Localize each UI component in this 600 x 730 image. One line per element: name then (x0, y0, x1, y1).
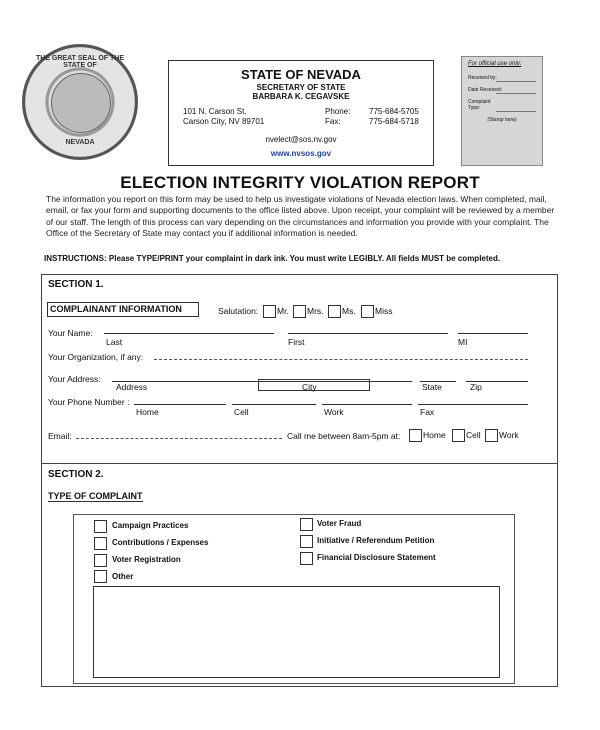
complainant-heading-box (47, 302, 199, 317)
section-2-title: SECTION 2. (48, 469, 104, 480)
other-description-box[interactable] (93, 586, 500, 678)
financial-disclosure-checkbox[interactable] (300, 552, 313, 565)
address-sub-label: Address (116, 382, 148, 392)
other-label: Other (112, 572, 134, 581)
instructions: INSTRUCTIONS: Please TYPE/PRINT your complaint in dark ink. You must write LEGIBLY. All fields MUST be completed. (44, 254, 501, 263)
your-name-label: Your Name: (48, 328, 93, 338)
website-link[interactable]: www.nvsos.gov (270, 149, 332, 158)
complainant-heading: COMPLAINANT INFORMATION (50, 304, 182, 314)
received-by-line (496, 81, 536, 82)
organization-field[interactable] (154, 359, 528, 360)
office-header (168, 60, 434, 166)
home-label: Home (136, 407, 159, 417)
financial-disclosure-label: Financial Disclosure Statement (317, 553, 436, 562)
miss-label: Miss (375, 306, 393, 316)
state-title: STATE OF NEVADA (241, 67, 361, 82)
complaint-type-heading: TYPE OF COMPLAINT (48, 491, 143, 501)
campaign-practices-label: Campaign Practices (112, 521, 189, 530)
last-name-field[interactable] (104, 333, 274, 334)
call-home-label: Home (423, 430, 446, 440)
call-home-checkbox[interactable] (409, 429, 422, 442)
complaint-type-line (496, 111, 536, 112)
date-received-label: Date Received: (468, 87, 503, 93)
address-label: Your Address: (48, 374, 101, 384)
ms-checkbox[interactable] (328, 305, 341, 318)
email-field[interactable] (76, 438, 282, 439)
email-address[interactable]: nvelect@sos.nv.gov (265, 135, 337, 144)
salutation-label: Salutation: (218, 306, 259, 316)
call-work-checkbox[interactable] (485, 429, 498, 442)
office-title: SECRETARY OF STATE (256, 83, 346, 92)
work-phone-field[interactable] (322, 404, 412, 405)
mr-label: Mr. (277, 306, 289, 316)
address-line-1: 101 N. Carson St. (183, 107, 247, 116)
address-line-2: Carson City, NV 89701 (183, 117, 265, 126)
last-label: Last (106, 337, 123, 347)
section-2 (41, 463, 558, 687)
official-use-title: For official use only: (468, 61, 522, 67)
campaign-practices-checkbox[interactable] (94, 520, 107, 533)
work-label: Work (324, 407, 344, 417)
mrs-label: Mrs. (307, 306, 324, 316)
seal-text-bottom: NEVADA (65, 139, 95, 146)
mrs-checkbox[interactable] (293, 305, 306, 318)
voter-registration-checkbox[interactable] (94, 554, 107, 567)
section-1-title: SECTION 1. (48, 279, 104, 290)
ms-label: Ms. (342, 306, 356, 316)
seal-emblem (51, 73, 111, 133)
call-cell-checkbox[interactable] (452, 429, 465, 442)
call-work-label: Work (499, 430, 519, 440)
phone-label: Phone: (325, 107, 351, 116)
state-label: State (422, 382, 442, 392)
page-title: ELECTION INTEGRITY VIOLATION REPORT (120, 173, 480, 192)
contributions-checkbox[interactable] (94, 537, 107, 550)
home-phone-field[interactable] (134, 404, 226, 405)
complaint-type-box (73, 514, 515, 684)
initiative-label: Initiative / Referendum Petition (317, 536, 435, 545)
official-use-box (461, 56, 543, 166)
voter-registration-label: Voter Registration (112, 555, 181, 564)
cell-phone-field[interactable] (232, 404, 316, 405)
mi-label: MI (458, 337, 468, 347)
received-by-label: Received by: (468, 75, 497, 81)
fax-label-field: Fax (420, 407, 435, 417)
intro-paragraph: The information you report on this form may be used to help us investigate violations of Nevada election laws. When completed, mail, email, or fax your form and supporting documents to the office listed above. Upon receipt, your complaint will be reviewed by a member of our staff. The length of this process can vary depending on the circumstances and information you provide with your complaint. The Office of the Secretary of State may contact you if additional information is needed. (46, 194, 555, 238)
mr-checkbox[interactable] (263, 305, 276, 318)
date-received-line (496, 93, 536, 94)
other-checkbox[interactable] (94, 570, 107, 583)
section-1 (41, 274, 558, 464)
fax-field[interactable] (418, 404, 528, 405)
miss-checkbox[interactable] (361, 305, 374, 318)
call-cell-label: Cell (466, 430, 481, 440)
fax-label: Fax: (325, 117, 341, 126)
fax-number: 775-684-5718 (369, 117, 419, 126)
official-name: BARBARA K. CEGAVSKE (252, 92, 350, 101)
zip-label: Zip (470, 382, 482, 392)
voter-fraud-checkbox[interactable] (300, 518, 313, 531)
phone-number: 775-684-5705 (369, 107, 419, 116)
city-label: City (302, 382, 317, 392)
email-label: Email: (48, 431, 72, 441)
call-label: Call me between 8am-5pm at: (287, 431, 401, 441)
organization-label: Your Organization, if any: (48, 352, 144, 362)
complaint-type-label: Complaint Type: (468, 99, 491, 111)
seal-text-top: THE GREAT SEAL OF THE STATE OF (35, 55, 125, 69)
state-seal (22, 44, 138, 160)
first-name-field[interactable] (288, 333, 448, 334)
initiative-checkbox[interactable] (300, 535, 313, 548)
stamp-note: (Stamp here) (487, 117, 517, 123)
cell-label: Cell (234, 407, 249, 417)
phone-number-label: Your Phone Number : (48, 397, 130, 407)
mi-field[interactable] (458, 333, 528, 334)
voter-fraud-label: Voter Fraud (317, 519, 362, 528)
first-label: First (288, 337, 305, 347)
contributions-label: Contributions / Expenses (112, 538, 209, 547)
